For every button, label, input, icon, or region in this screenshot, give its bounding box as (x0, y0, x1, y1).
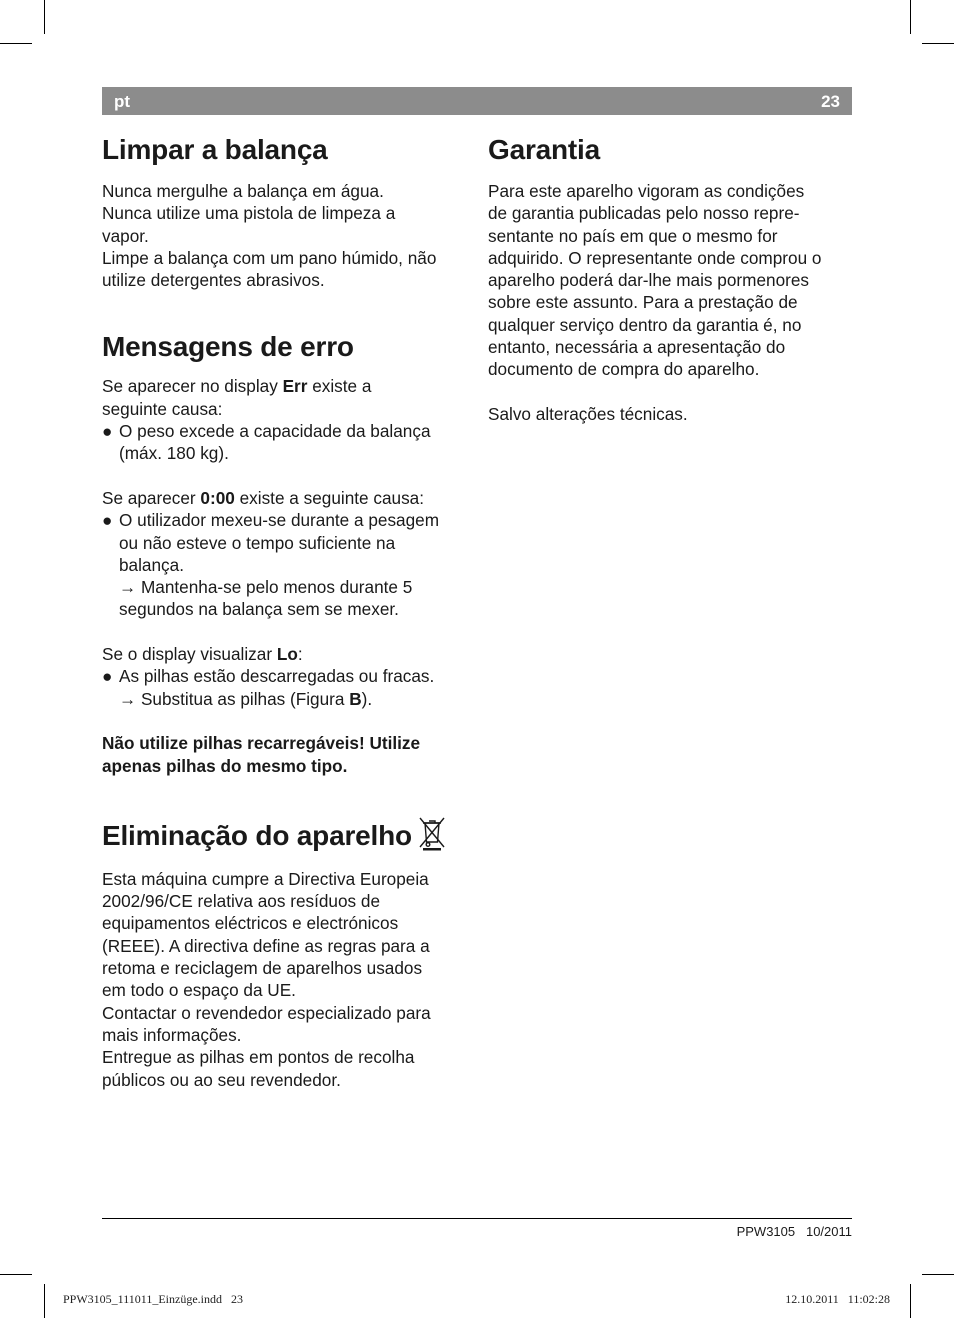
code-lo: Lo (276, 644, 298, 665)
crop-mark (0, 1274, 32, 1275)
text-line: qualquer serviço dentro da garantia é, no (488, 314, 802, 335)
left-column (102, 132, 474, 1091)
text-line: entanto, necessária a apresentação do (488, 337, 786, 358)
text-line: Limpe a balança com um pano húmido, não (102, 247, 437, 268)
text-line: Nunca utilize uma pistola de limpeza a (102, 203, 396, 224)
text-line: Se o display visualizar Lo: (102, 644, 303, 665)
text-line: aparelho poderá dar-lhe mais pormenores (488, 270, 810, 291)
language-code: pt (114, 92, 131, 111)
text-line: documento de compra do aparelho. (488, 359, 760, 380)
text-line: vapor. (102, 225, 149, 246)
text-line: utilize detergentes abrasivos. (102, 270, 325, 291)
list-item: ● As pilhas estão descarregadas ou fracas. → Substitua as pilhas (Figura B). (102, 666, 435, 709)
text-line: Para este aparelho vigoram as condições (488, 181, 805, 201)
section-title-elim: Eliminação do aparelho (102, 815, 474, 860)
code-err: Err (282, 376, 308, 397)
text-line: adquirido. O representante onde comprou o (488, 247, 822, 268)
text-line: Entregue as pilhas em pontos de recolha (102, 1047, 415, 1068)
crop-mark (44, 1284, 45, 1318)
technical-changes-note: Salvo alterações técnicas. (488, 403, 688, 424)
crop-mark (922, 1274, 954, 1275)
bullet-icon: ● (102, 510, 113, 531)
bullet-icon: ● (102, 666, 113, 687)
text-line: Se aparecer 0:00 existe a seguinte causa: (102, 487, 425, 508)
text-line: de garantia publicadas pelo nosso repre- (488, 203, 800, 224)
right-column (488, 132, 860, 425)
text-line: Esta máquina cumpre a Directiva Europeia (102, 868, 429, 889)
text-line: 2002/96/CE relativa aos resíduos de (102, 891, 381, 912)
print-slug-timestamp: 12.10.2011 11:02:28 (785, 1292, 890, 1306)
section-title-erro: Mensagens de erro (102, 331, 354, 363)
footer-model-date: PPW3105 10/2011 (736, 1224, 852, 1239)
crop-mark (910, 0, 911, 34)
text-line: equipamentos eléctricos e electrónicos (102, 913, 399, 934)
crossed-out-wheelie-bin-icon (418, 815, 446, 860)
garantia-body (488, 180, 860, 425)
text-line: Contactar o revendedor especializado para (102, 1002, 431, 1023)
warning-line: Não utilize pilhas recarregáveis! Utilize (102, 733, 421, 754)
print-slug-file: PPW3105_111011_Einzüge.indd 23 (63, 1292, 243, 1306)
text-line: sentante no país em que o mesmo for (488, 225, 778, 246)
crop-mark (922, 43, 954, 44)
page-number: 23 (821, 92, 840, 111)
limpar-body (102, 180, 474, 291)
list-item: ● O utilizador mexeu-se durante a pesagem ou não esteve o tempo suficiente na balança. → Mantenha-se pelo menos durante 5 segundos na balança sem se mexer. (102, 510, 440, 620)
text-line: Nunca mergulhe a balança em água. (102, 181, 384, 201)
figure-ref: B (349, 688, 362, 709)
erro-body (102, 375, 474, 776)
text-line: Se aparecer no display Err existe a (102, 376, 372, 397)
page-header-bar (102, 87, 852, 115)
text-line: seguinte causa: (102, 398, 223, 419)
code-zero: 0:00 (200, 487, 235, 508)
text-line: públicos ou ao seu revendedor. (102, 1069, 341, 1090)
text-line: sobre este assunto. Para a prestação de (488, 292, 798, 313)
crop-mark (0, 43, 32, 44)
section-title-limpar: Limpar a balança (102, 134, 328, 165)
elim-body (102, 868, 474, 1091)
footer-rule (102, 1218, 852, 1219)
text-line: retoma e reciclagem de aparelhos usados (102, 958, 423, 979)
crop-mark (910, 1284, 911, 1318)
bullet-icon: ● (102, 421, 113, 442)
text-line: (REEE). A directiva define as regras para a (102, 935, 430, 956)
list-item: ● O peso excede a capacidade da balança (máx. 180 kg). (102, 421, 431, 464)
text-line: mais informações. (102, 1024, 242, 1045)
section-title-garantia: Garantia (488, 134, 600, 165)
crop-mark (44, 0, 45, 34)
text-line: em todo o espaço da UE. (102, 980, 296, 1001)
warning-line: apenas pilhas do mesmo tipo. (102, 755, 348, 776)
